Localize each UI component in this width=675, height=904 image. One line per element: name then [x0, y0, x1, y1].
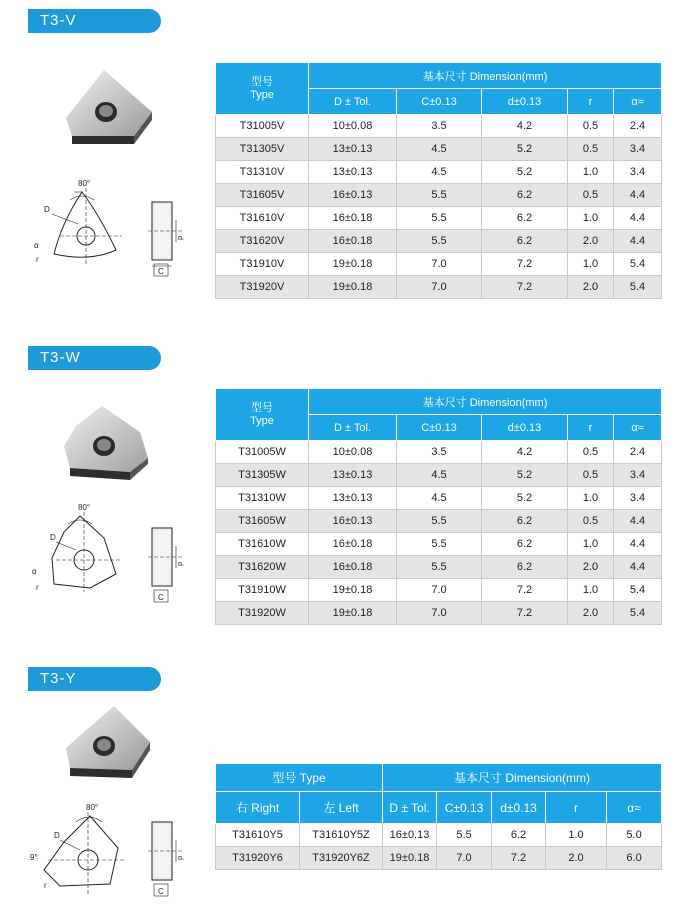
insert-drawing-top-t3y	[30, 800, 130, 896]
table-row	[216, 138, 662, 161]
insert-drawing-side-t3w	[146, 524, 186, 604]
table-cell: 4.4	[614, 510, 662, 533]
table-cell: 2.0	[568, 230, 614, 253]
table-cell: 3.5	[397, 441, 482, 464]
table-cell: T31920Y6	[216, 847, 300, 870]
svg-text:d: d	[176, 236, 183, 240]
table-cell: 5.2	[482, 464, 568, 487]
table-cell: 3.4	[614, 464, 662, 487]
svg-text:d: d	[176, 562, 183, 566]
col-alpha: α≈	[607, 792, 662, 824]
table-cell: 2.0	[568, 602, 614, 625]
table-row	[216, 184, 662, 207]
table-cell: 4.5	[397, 464, 482, 487]
table-cell: 5.2	[482, 161, 568, 184]
table-cell: 7.0	[397, 602, 482, 625]
table-cell: T31620V	[216, 230, 309, 253]
header-dimension: 基本尺寸 Dimension(mm)	[383, 764, 662, 792]
insert-drawing-top-t3w	[30, 500, 130, 596]
table-cell: T31610W	[216, 533, 309, 556]
table-cell: T31920V	[216, 276, 309, 299]
table-cell: 6.2	[482, 230, 568, 253]
col-c: C±0.13	[397, 89, 482, 115]
alpha-label: 9°	[30, 853, 38, 862]
table-cell: T31005V	[216, 115, 309, 138]
table-cell: 7.2	[482, 253, 568, 276]
angle-label: 80°	[86, 803, 99, 812]
table-cell: 7.0	[397, 253, 482, 276]
table-cell: T31005W	[216, 441, 309, 464]
table-cell: 1.0	[568, 487, 614, 510]
table-cell: T31305W	[216, 464, 309, 487]
insert-drawing-side-t3v	[146, 198, 186, 278]
table-cell: 6.2	[492, 824, 546, 847]
table-cell: 2.0	[568, 276, 614, 299]
table-cell: 7.0	[397, 276, 482, 299]
table-cell: 5.5	[397, 184, 482, 207]
table-row	[216, 487, 662, 510]
table-cell: 4.4	[614, 230, 662, 253]
col-right: 右 Right	[216, 792, 300, 824]
table-row	[216, 510, 662, 533]
table-cell: 0.5	[568, 138, 614, 161]
section-tag-t3y: T3-Y	[28, 667, 161, 691]
table-cell: 1.0	[568, 579, 614, 602]
table-cell: T31605V	[216, 184, 309, 207]
col-d: d±0.13	[492, 792, 546, 824]
table-cell: 5.4	[614, 579, 662, 602]
table-cell: 7.0	[437, 847, 492, 870]
table-row	[216, 253, 662, 276]
table-cell: 0.5	[568, 441, 614, 464]
table-cell: T31910W	[216, 579, 309, 602]
header-model: 型号 Type	[216, 389, 309, 441]
table-cell: 0.5	[568, 510, 614, 533]
insert-photo-t3v	[62, 66, 162, 148]
table-row	[216, 230, 662, 253]
col-c: C±0.13	[397, 415, 482, 441]
table-cell: 16±0.18	[309, 533, 397, 556]
spec-table-t3w	[215, 388, 662, 625]
section-tag-t3v: T3-V	[28, 9, 161, 33]
table-cell: 7.2	[482, 602, 568, 625]
table-cell: 5.2	[482, 138, 568, 161]
table-cell: 4.2	[482, 115, 568, 138]
col-c: C±0.13	[437, 792, 492, 824]
table-cell: T31920W	[216, 602, 309, 625]
table-row	[216, 602, 662, 625]
table-cell: 10±0.08	[309, 115, 397, 138]
table-cell: 16±0.13	[309, 184, 397, 207]
d-label: D	[54, 831, 60, 840]
table-cell: 2.4	[614, 441, 662, 464]
table-cell: T31610Y5Z	[300, 824, 383, 847]
table-cell: T31310W	[216, 487, 309, 510]
table-cell: 19±0.18	[309, 276, 397, 299]
header-dimension: 基本尺寸 Dimension(mm)	[309, 63, 662, 89]
table-cell: 5.5	[437, 824, 492, 847]
table-cell: 10±0.08	[309, 441, 397, 464]
spec-table-t3v	[215, 62, 662, 299]
table-row	[216, 533, 662, 556]
table-cell: 4.4	[614, 533, 662, 556]
table-cell: 1.0	[568, 161, 614, 184]
table-cell: 5.5	[397, 207, 482, 230]
insert-photo-t3w	[62, 404, 162, 486]
table-cell: 0.5	[568, 184, 614, 207]
table-cell: 5.5	[397, 556, 482, 579]
table-row	[216, 847, 662, 870]
table-row	[216, 115, 662, 138]
table-cell: 6.2	[482, 510, 568, 533]
svg-text:d: d	[176, 856, 183, 860]
table-cell: 6.2	[482, 207, 568, 230]
table-cell: 19±0.18	[309, 579, 397, 602]
spec-table-t3y	[215, 763, 662, 870]
table-cell: 0.5	[568, 115, 614, 138]
svg-text:C: C	[158, 887, 164, 896]
insert-drawing-top-t3v	[30, 176, 130, 272]
table-row	[216, 276, 662, 299]
table-cell: T31610V	[216, 207, 309, 230]
col-d-tol: D ± Tol.	[309, 415, 397, 441]
table-cell: 2.0	[568, 556, 614, 579]
col-r: r	[568, 89, 614, 115]
table-cell: 13±0.13	[309, 487, 397, 510]
col-r: r	[568, 415, 614, 441]
header-model: 型号 Type	[216, 63, 309, 115]
table-cell: 7.2	[492, 847, 546, 870]
table-cell: 16±0.18	[309, 556, 397, 579]
table-cell: 0.5	[568, 464, 614, 487]
table-cell: 13±0.13	[309, 138, 397, 161]
table-cell: 5.5	[397, 230, 482, 253]
table-cell: 3.4	[614, 161, 662, 184]
angle-label: 80°	[78, 503, 91, 512]
col-alpha: α≈	[614, 415, 662, 441]
table-cell: 16±0.18	[309, 230, 397, 253]
table-cell: 19±0.18	[383, 847, 437, 870]
table-cell: 1.0	[568, 253, 614, 276]
table-row	[216, 579, 662, 602]
table-cell: 6.2	[482, 184, 568, 207]
table-row	[216, 824, 662, 847]
table-cell: 3.4	[614, 138, 662, 161]
table-cell: 1.0	[546, 824, 607, 847]
table-cell: 16±0.18	[309, 207, 397, 230]
r-label: r	[36, 583, 39, 592]
table-row	[216, 441, 662, 464]
table-row	[216, 556, 662, 579]
table-cell: 5.0	[607, 824, 662, 847]
table-cell: 3.5	[397, 115, 482, 138]
header-model: 型号 Type	[216, 764, 383, 792]
alpha-label: α	[34, 241, 39, 250]
r-label: r	[44, 881, 47, 890]
table-cell: 5.5	[397, 510, 482, 533]
table-cell: 4.4	[614, 207, 662, 230]
alpha-label: α	[32, 567, 37, 576]
table-cell: 2.0	[546, 847, 607, 870]
svg-text:C: C	[158, 593, 164, 602]
table-cell: 4.4	[614, 184, 662, 207]
insert-photo-t3y	[62, 702, 162, 784]
table-cell: 4.4	[614, 556, 662, 579]
table-cell: 4.2	[482, 441, 568, 464]
d-label: D	[44, 205, 50, 214]
col-d: d±0.13	[482, 415, 568, 441]
table-cell: 16±0.13	[309, 510, 397, 533]
table-cell: 4.5	[397, 487, 482, 510]
table-cell: 7.0	[397, 579, 482, 602]
table-cell: 4.5	[397, 138, 482, 161]
col-alpha: α≈	[614, 89, 662, 115]
table-cell: 3.4	[614, 487, 662, 510]
table-cell: 7.2	[482, 276, 568, 299]
table-cell: T31305V	[216, 138, 309, 161]
table-cell: 13±0.13	[309, 464, 397, 487]
table-cell: 1.0	[568, 533, 614, 556]
table-cell: 16±0.13	[383, 824, 437, 847]
table-cell: T31910V	[216, 253, 309, 276]
table-cell: 13±0.13	[309, 161, 397, 184]
r-label: r	[36, 255, 39, 264]
table-cell: 4.5	[397, 161, 482, 184]
table-cell: 5.4	[614, 276, 662, 299]
insert-drawing-side-t3y	[146, 818, 186, 902]
header-dimension: 基本尺寸 Dimension(mm)	[309, 389, 662, 415]
table-cell: 6.2	[482, 533, 568, 556]
table-row	[216, 161, 662, 184]
table-cell: T31610Y5	[216, 824, 300, 847]
col-r: r	[546, 792, 607, 824]
table-cell: T31620W	[216, 556, 309, 579]
table-cell: 2.4	[614, 115, 662, 138]
section-tag-t3w: T3-W	[28, 346, 161, 370]
col-d-tol: D ± Tol.	[309, 89, 397, 115]
table-cell: 6.0	[607, 847, 662, 870]
table-row	[216, 207, 662, 230]
col-d: d±0.13	[482, 89, 568, 115]
table-cell: 19±0.18	[309, 602, 397, 625]
angle-label: 80°	[78, 179, 91, 188]
table-cell: T31310V	[216, 161, 309, 184]
table-cell: T31605W	[216, 510, 309, 533]
table-cell: 19±0.18	[309, 253, 397, 276]
table-row	[216, 464, 662, 487]
table-cell: 7.2	[482, 579, 568, 602]
d-label: D	[50, 533, 56, 542]
table-cell: T31920Y6Z	[300, 847, 383, 870]
table-cell: 5.5	[397, 533, 482, 556]
table-cell: 1.0	[568, 207, 614, 230]
svg-text:C: C	[158, 267, 164, 276]
table-cell: 5.2	[482, 487, 568, 510]
col-d-tol: D ± Tol.	[383, 792, 437, 824]
col-left: 左 Left	[300, 792, 383, 824]
table-cell: 5.4	[614, 602, 662, 625]
table-cell: 6.2	[482, 556, 568, 579]
table-cell: 5.4	[614, 253, 662, 276]
